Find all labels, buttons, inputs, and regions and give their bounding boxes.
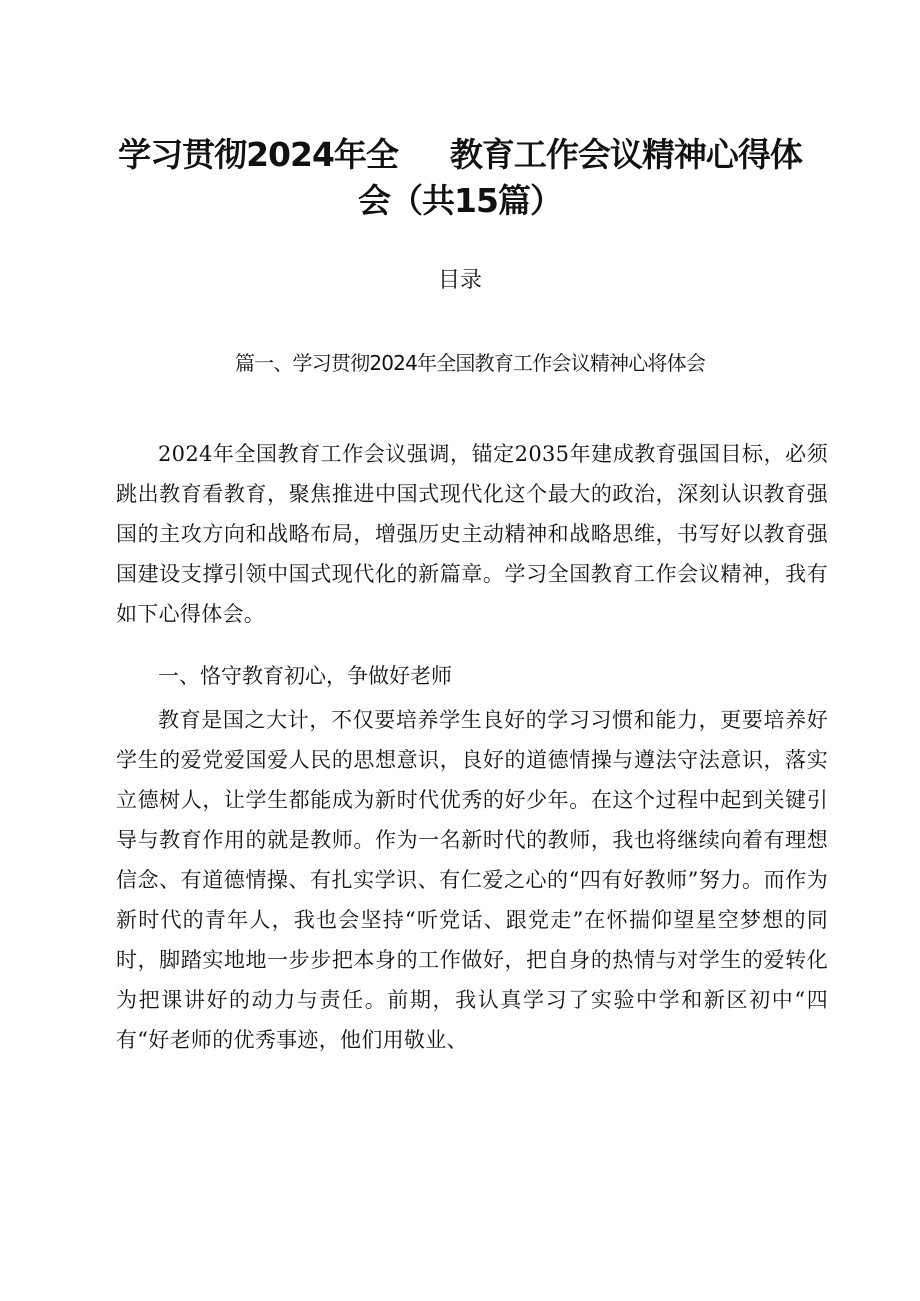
- toc-heading: 目录: [437, 268, 482, 293]
- section-heading-1: 一、恪守教育初心，争做好老师: [158, 664, 452, 688]
- body-paragraph-1: 2024年全国教育工作会议强调，锚定2035年建成教育强国目标，必须跳出教育看教育，聚焦推进中国式现代化这个最大的政治，深刻认识教育强国的主攻方向和战略布局，增强历史主动精神和战略思维，书写好以教育强国建设支撑引领中国式现代化的新篇章。学习全国教育工作会议精神，我有如下心得体会。: [116, 442, 828, 626]
- title-part-3: 会（共15篇）: [358, 181, 562, 220]
- body-paragraph-2: 教育是国之大计，不仅要培养学生良好的学习习惯和能力，更要培养好学生的爱党爱国爱人民的思想意识，良好的道德情操与遵法守法意识，落实立德树人，让学生都能成为新时代优秀的好少年。在这个过程中起到关键引导与教育作用的就是教师。作为一名新时代的教师，我也将继续向着有理想信念、有道德情操、有扎实学识、有仁爱之心的“四有好教师”努力。而作为新时代的青年人，我也会坚持“听党话、跟党走”在怀揣仰望星空梦想的同时，脚踏实地地一步步把本身的工作做好，把自身的热情与对学生的爱转化为把课讲好的动力与责任。前期，我认真学习了实验中学和新区初中“四有“好老师的优秀事迹，他们用敬业、: [116, 708, 828, 1052]
- title-part-2: 教育工作会议精神心得体: [449, 135, 802, 174]
- document-title: [100, 132, 820, 224]
- toc-entry-1: 篇一、学习贯彻2024年全国教育工作会议精神心将体会: [234, 351, 706, 375]
- title-part-1: 学习贯彻2024年全: [118, 135, 398, 174]
